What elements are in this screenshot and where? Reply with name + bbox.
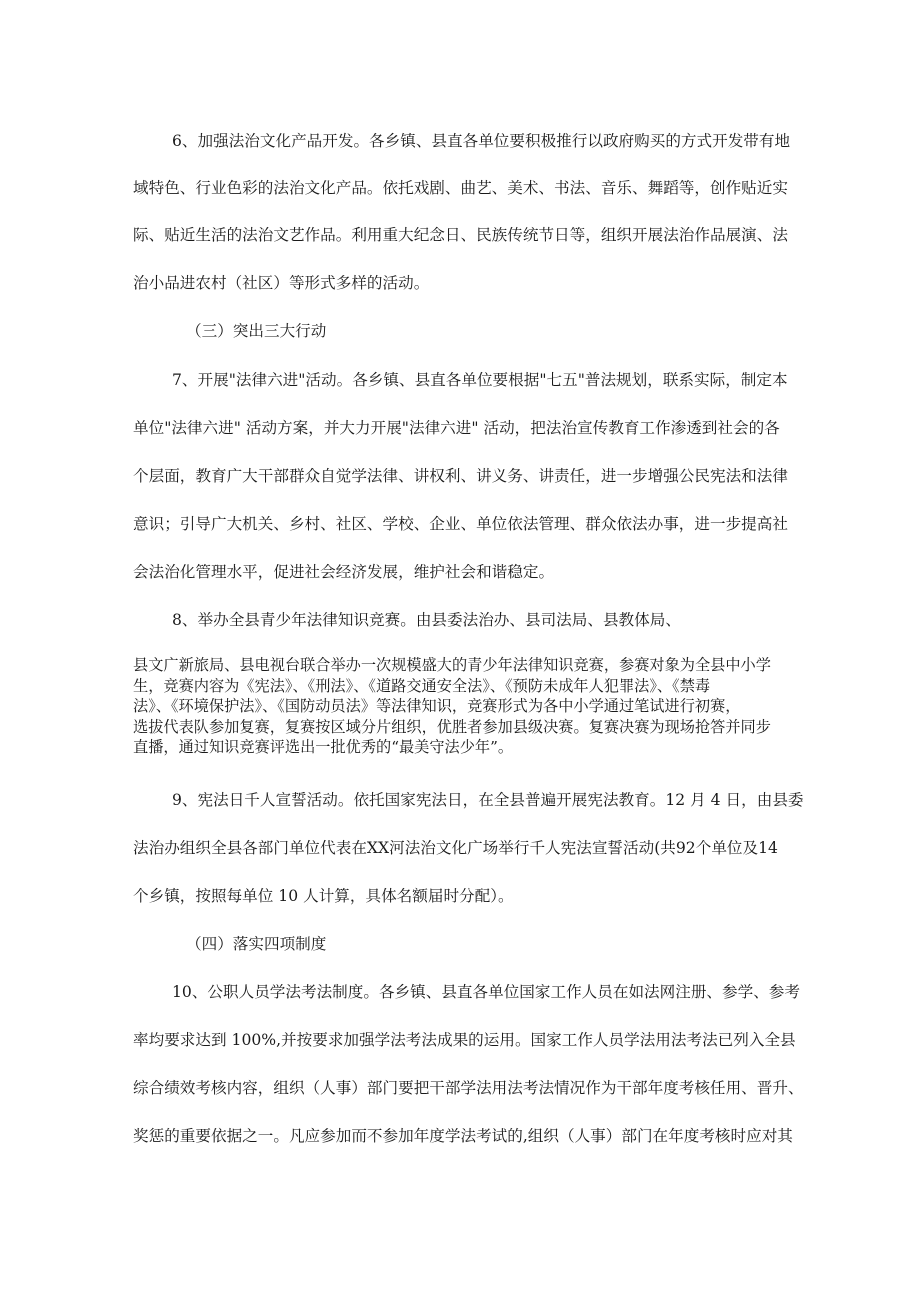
section-heading-3: （三）突出三大行动 — [186, 322, 327, 340]
text-line: 直播，通过知识竞赛评选出一批优秀的“最美守法少年”。 — [133, 738, 514, 756]
text-line: 个层面，教育广大干部群众自觉学法律、讲权利、讲义务、讲责任，进一步增强公民宪法和法律 — [133, 467, 788, 485]
paragraph-8-body — [133, 655, 793, 758]
text-line: 10、公职人员学法考法制度。各乡镇、县直各单位国家工作人员在如法网注册、参学、参考 — [172, 983, 800, 1001]
text-line: 生，竞赛内容为《宪法》、《刑法》、《道路交通安全法》、《预防未成年人犯罪法》、《禁毒 — [133, 676, 711, 695]
text-line: 治小品进农村（社区）等形式多样的活动。 — [133, 274, 430, 292]
text-line: 会法治化管理水平，促进社会经济发展，维护社会和谐稳定。 — [133, 563, 555, 581]
text-line: 县文广新旅局、县电视台联合举办一次规模盛大的青少年法律知识竞赛，参赛对象为全县中小学 — [133, 656, 771, 674]
text-line: 7、开展"法律六进"活动。各乡镇、县直各单位要根据"七五"普法规划，联系实际，制定本 — [172, 371, 788, 389]
text-line: 率均要求达到 100%,并按要求加强学法考法成果的运用。国家工作人员学法用法考法已列入全县 — [133, 1031, 796, 1049]
text-line: 法治办组织全县各部门单位代表在XX河法治文化广场举行千人宪法宣誓活动(共92个单位及14 — [133, 839, 778, 857]
text-line: 选拔代表队参加复赛，复赛按区域分片组织，优胜者参加县级决赛。复赛决赛为现场抢答并同步 — [133, 717, 771, 736]
text-line: 个乡镇，按照每单位 10 人计算，具体名额届时分配）。 — [133, 887, 514, 905]
text-line: 8、举办全县青少年法律知识竞赛。由县委法治办、县司法局、县教体局、 — [172, 611, 681, 629]
text-line: 意识；引导广大机关、乡村、社区、学校、企业、单位依法管理、群众依法办事，进一步提高社 — [133, 515, 788, 533]
text-line: 综合绩效考核内容，组织（人事）部门要把干部学法用法考法情况作为干部年度考核任用、晋升、 — [133, 1079, 804, 1097]
text-line: 域特色、行业色彩的法治文化产品。依托戏剧、曲艺、美术、书法、音乐、舞蹈等，创作贴近实 — [133, 179, 788, 197]
text-line: 际、贴近生活的法治文艺作品。利用重大纪念日、民族传统节日等，组织开展法治作品展演、法 — [133, 226, 788, 244]
text-line: 单位"法律六进" 活动方案，并大力开展"法律六进" 活动，把法治宣传教育工作渗透到社会的各 — [133, 419, 780, 437]
text-line: 奖惩的重要依据之一。凡应参加而不参加年度学法考试的,组织（人事）部门在年度考核时应对其 — [133, 1127, 793, 1145]
section-heading-4: （四）落实四项制度 — [186, 935, 327, 953]
text-line: 6、加强法治文化产品开发。各乡镇、县直各单位要积极推行以政府购买的方式开发带有地 — [172, 132, 791, 150]
text-line: 法》、《环境保护法》、《国防动员法》等法律知识，竞赛形式为各中小学通过笔试进行初赛， — [133, 697, 741, 715]
text-line: 9、宪法日千人宣誓活动。依托国家宪法日，在全县普遍开展宪法教育。12 月 4 日，由县委 — [172, 791, 804, 809]
